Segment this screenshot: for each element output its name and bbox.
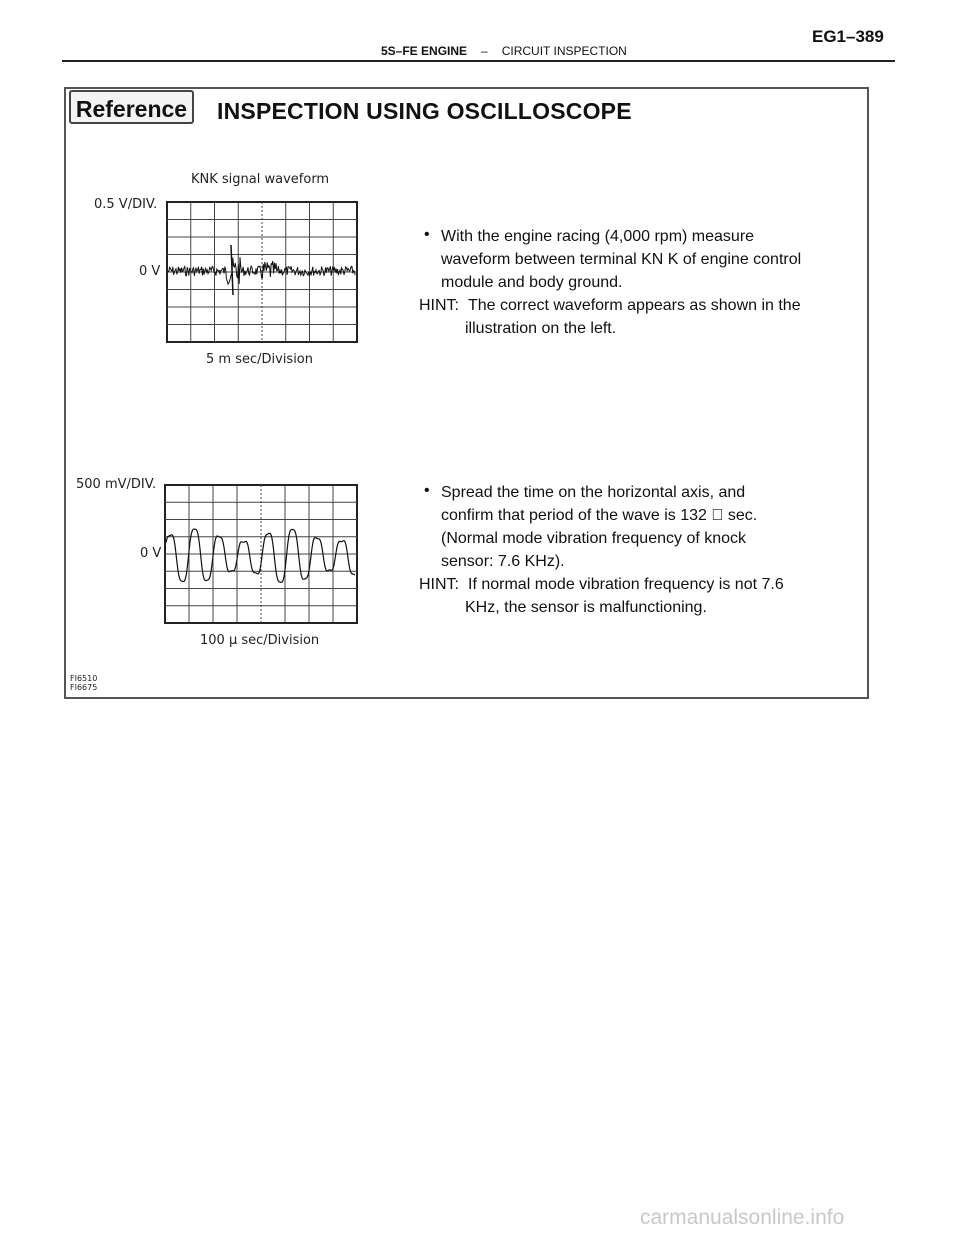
page-title: INSPECTION USING OSCILLOSCOPE: [217, 98, 632, 124]
figure1-zero-label: 0 V: [139, 264, 161, 279]
figure2-waveform-plot: [164, 484, 358, 624]
header-section: 5S–FE ENGINE: [381, 44, 468, 58]
header-separator: –: [481, 44, 488, 58]
figure2-zero-label: 0 V: [140, 546, 162, 561]
figure1-oscilloscope: [166, 201, 358, 343]
page-id: EG1–389: [812, 27, 884, 46]
knock-spike: [231, 245, 233, 295]
step2-line1: Spread the time on the horizontal axis, and: [441, 484, 746, 501]
figure2-time-div: 100 µ sec/Division: [200, 633, 320, 648]
figure-id-1: FI6510: [70, 674, 98, 683]
step2-line4: sensor: 7.6 KHz).: [441, 553, 565, 570]
step1-text: With the engine racing (4,000 rpm) measure waveform between terminal KN K of engine control module and body ground.: [441, 228, 802, 291]
step1-hint-line1: The correct waveform appears as shown in the: [468, 297, 801, 314]
step1-bullet: •: [424, 226, 430, 243]
reference-tab: Reference: [69, 90, 194, 124]
step2-line2: confirm that period of the wave is 132   sec.: [441, 507, 758, 524]
step1-hint-line2: illustration on the left.: [465, 320, 617, 337]
figure1-waveform-plot: [166, 201, 358, 343]
step2-bullet: •: [424, 482, 430, 499]
step2-line3: (Normal mode vibration frequency of knock: [441, 530, 747, 547]
header-rule: [62, 60, 895, 62]
figure1-caption: KNK signal waveform: [191, 172, 330, 187]
step2-hint-line2: KHz, the sensor is malfunctioning.: [465, 599, 707, 616]
figure1-volt-div: 0.5 V/DIV.: [94, 197, 158, 212]
figure-ids: [70, 674, 97, 692]
figure2-oscilloscope: [164, 484, 358, 624]
figure1-time-div: 5 m sec/Division: [206, 352, 314, 367]
watermark: carmanualsonline.info: [640, 1206, 845, 1229]
step2-hint-label: HINT:: [419, 576, 459, 593]
header-subsection: CIRCUIT INSPECTION: [501, 44, 627, 58]
figure-id-2: FI6675: [70, 683, 98, 692]
step1-hint-label: HINT:: [419, 297, 459, 314]
figure2-volt-div: 500 mV/DIV.: [76, 477, 157, 492]
running-header: [381, 44, 627, 58]
step2-hint-line1: If normal mode vibration frequency is not 7.6: [468, 576, 784, 593]
